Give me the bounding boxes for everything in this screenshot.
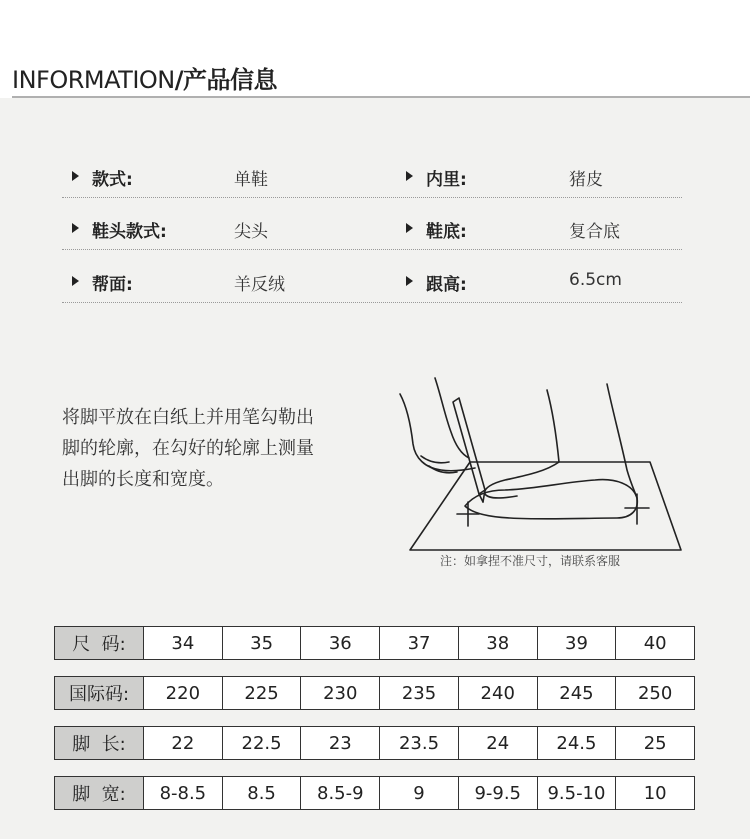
size-cell: 9.5-10 <box>538 777 617 809</box>
size-cell: 8.5-9 <box>301 777 380 809</box>
leg-front-shape <box>547 390 559 462</box>
info-label: 款式: <box>92 170 133 190</box>
info-item-sole <box>426 209 682 249</box>
size-table-row <box>54 726 695 760</box>
size-row-label: 尺 码: <box>55 627 144 659</box>
bullet-triangle-icon <box>406 223 413 233</box>
size-cell: 24 <box>459 727 538 759</box>
title-chinese: /产品信息 <box>174 66 278 94</box>
size-row-label: 脚 宽: <box>55 777 144 809</box>
info-item-heel-height <box>426 262 682 302</box>
size-cell: 235 <box>380 677 459 709</box>
bullet-triangle-icon <box>72 276 79 286</box>
info-value: 羊反绒 <box>234 275 285 295</box>
info-value: 尖头 <box>234 222 268 242</box>
size-row-label: 脚 长: <box>55 727 144 759</box>
size-table-row <box>54 676 695 710</box>
size-cell: 9-9.5 <box>459 777 538 809</box>
paper-sheet-shape <box>410 462 681 550</box>
size-cell: 36 <box>301 627 380 659</box>
info-item-lining <box>426 157 682 197</box>
bullet-triangle-icon <box>406 171 413 181</box>
size-cell: 220 <box>144 677 223 709</box>
size-cell: 10 <box>643 782 667 804</box>
size-cell: 250 <box>637 682 673 704</box>
page-title <box>12 60 277 95</box>
info-label: 内里: <box>426 170 467 190</box>
size-cell: 34 <box>144 627 223 659</box>
size-cell: 40 <box>643 632 667 654</box>
info-label: 帮面: <box>92 275 133 295</box>
instruction-line: 出脚的长度和宽度。 <box>62 469 224 490</box>
size-cell: 22.5 <box>223 727 302 759</box>
bullet-triangle-icon <box>406 276 413 286</box>
size-cell: 8-8.5 <box>144 777 223 809</box>
measurement-instruction <box>62 402 362 495</box>
instruction-line: 将脚平放在白纸上并用笔勾勒出 <box>62 407 314 428</box>
size-table-row <box>54 626 695 660</box>
info-item-upper <box>92 262 392 302</box>
info-label: 跟高: <box>426 275 467 295</box>
header <box>0 0 750 97</box>
size-cell: 25 <box>643 732 667 754</box>
size-cell: 39 <box>538 627 617 659</box>
size-cell: 9 <box>380 777 459 809</box>
title-english: INFORMATION <box>12 66 175 94</box>
info-value: 单鞋 <box>234 170 268 190</box>
foot-top-shape <box>485 462 559 498</box>
instruction-line: 脚的轮廓，在勾好的轮廓上测量 <box>62 438 314 459</box>
bullet-triangle-icon <box>72 223 79 233</box>
bullet-triangle-icon <box>72 171 79 181</box>
info-value: 猪皮 <box>569 170 603 190</box>
info-row <box>62 157 682 198</box>
size-table-row <box>54 776 695 810</box>
size-cell: 23 <box>301 727 380 759</box>
size-cell: 24.5 <box>538 727 617 759</box>
size-cell: 37 <box>380 627 459 659</box>
info-label: 鞋底: <box>426 222 467 242</box>
size-cell: 22 <box>144 727 223 759</box>
illustration-note: 注：如拿捏不准尺寸，请联系客服 <box>440 554 621 568</box>
size-cell: 225 <box>223 677 302 709</box>
info-value: 复合底 <box>569 222 620 242</box>
info-row <box>62 262 682 303</box>
info-item-toe-style <box>92 209 392 249</box>
size-cell: 245 <box>538 677 617 709</box>
size-cell: 38 <box>459 627 538 659</box>
size-cell: 23.5 <box>380 727 459 759</box>
foot-measurement-illustration <box>395 372 695 572</box>
size-cell: 230 <box>301 677 380 709</box>
info-item-style <box>92 157 392 197</box>
info-label: 鞋头款式: <box>92 222 167 242</box>
size-row-label: 国际码: <box>55 677 144 709</box>
info-row <box>62 209 682 250</box>
hand-shape <box>400 394 475 471</box>
size-cell: 35 <box>223 627 302 659</box>
info-value: 6.5cm <box>569 270 622 290</box>
size-cell: 8.5 <box>223 777 302 809</box>
size-cell: 240 <box>459 677 538 709</box>
